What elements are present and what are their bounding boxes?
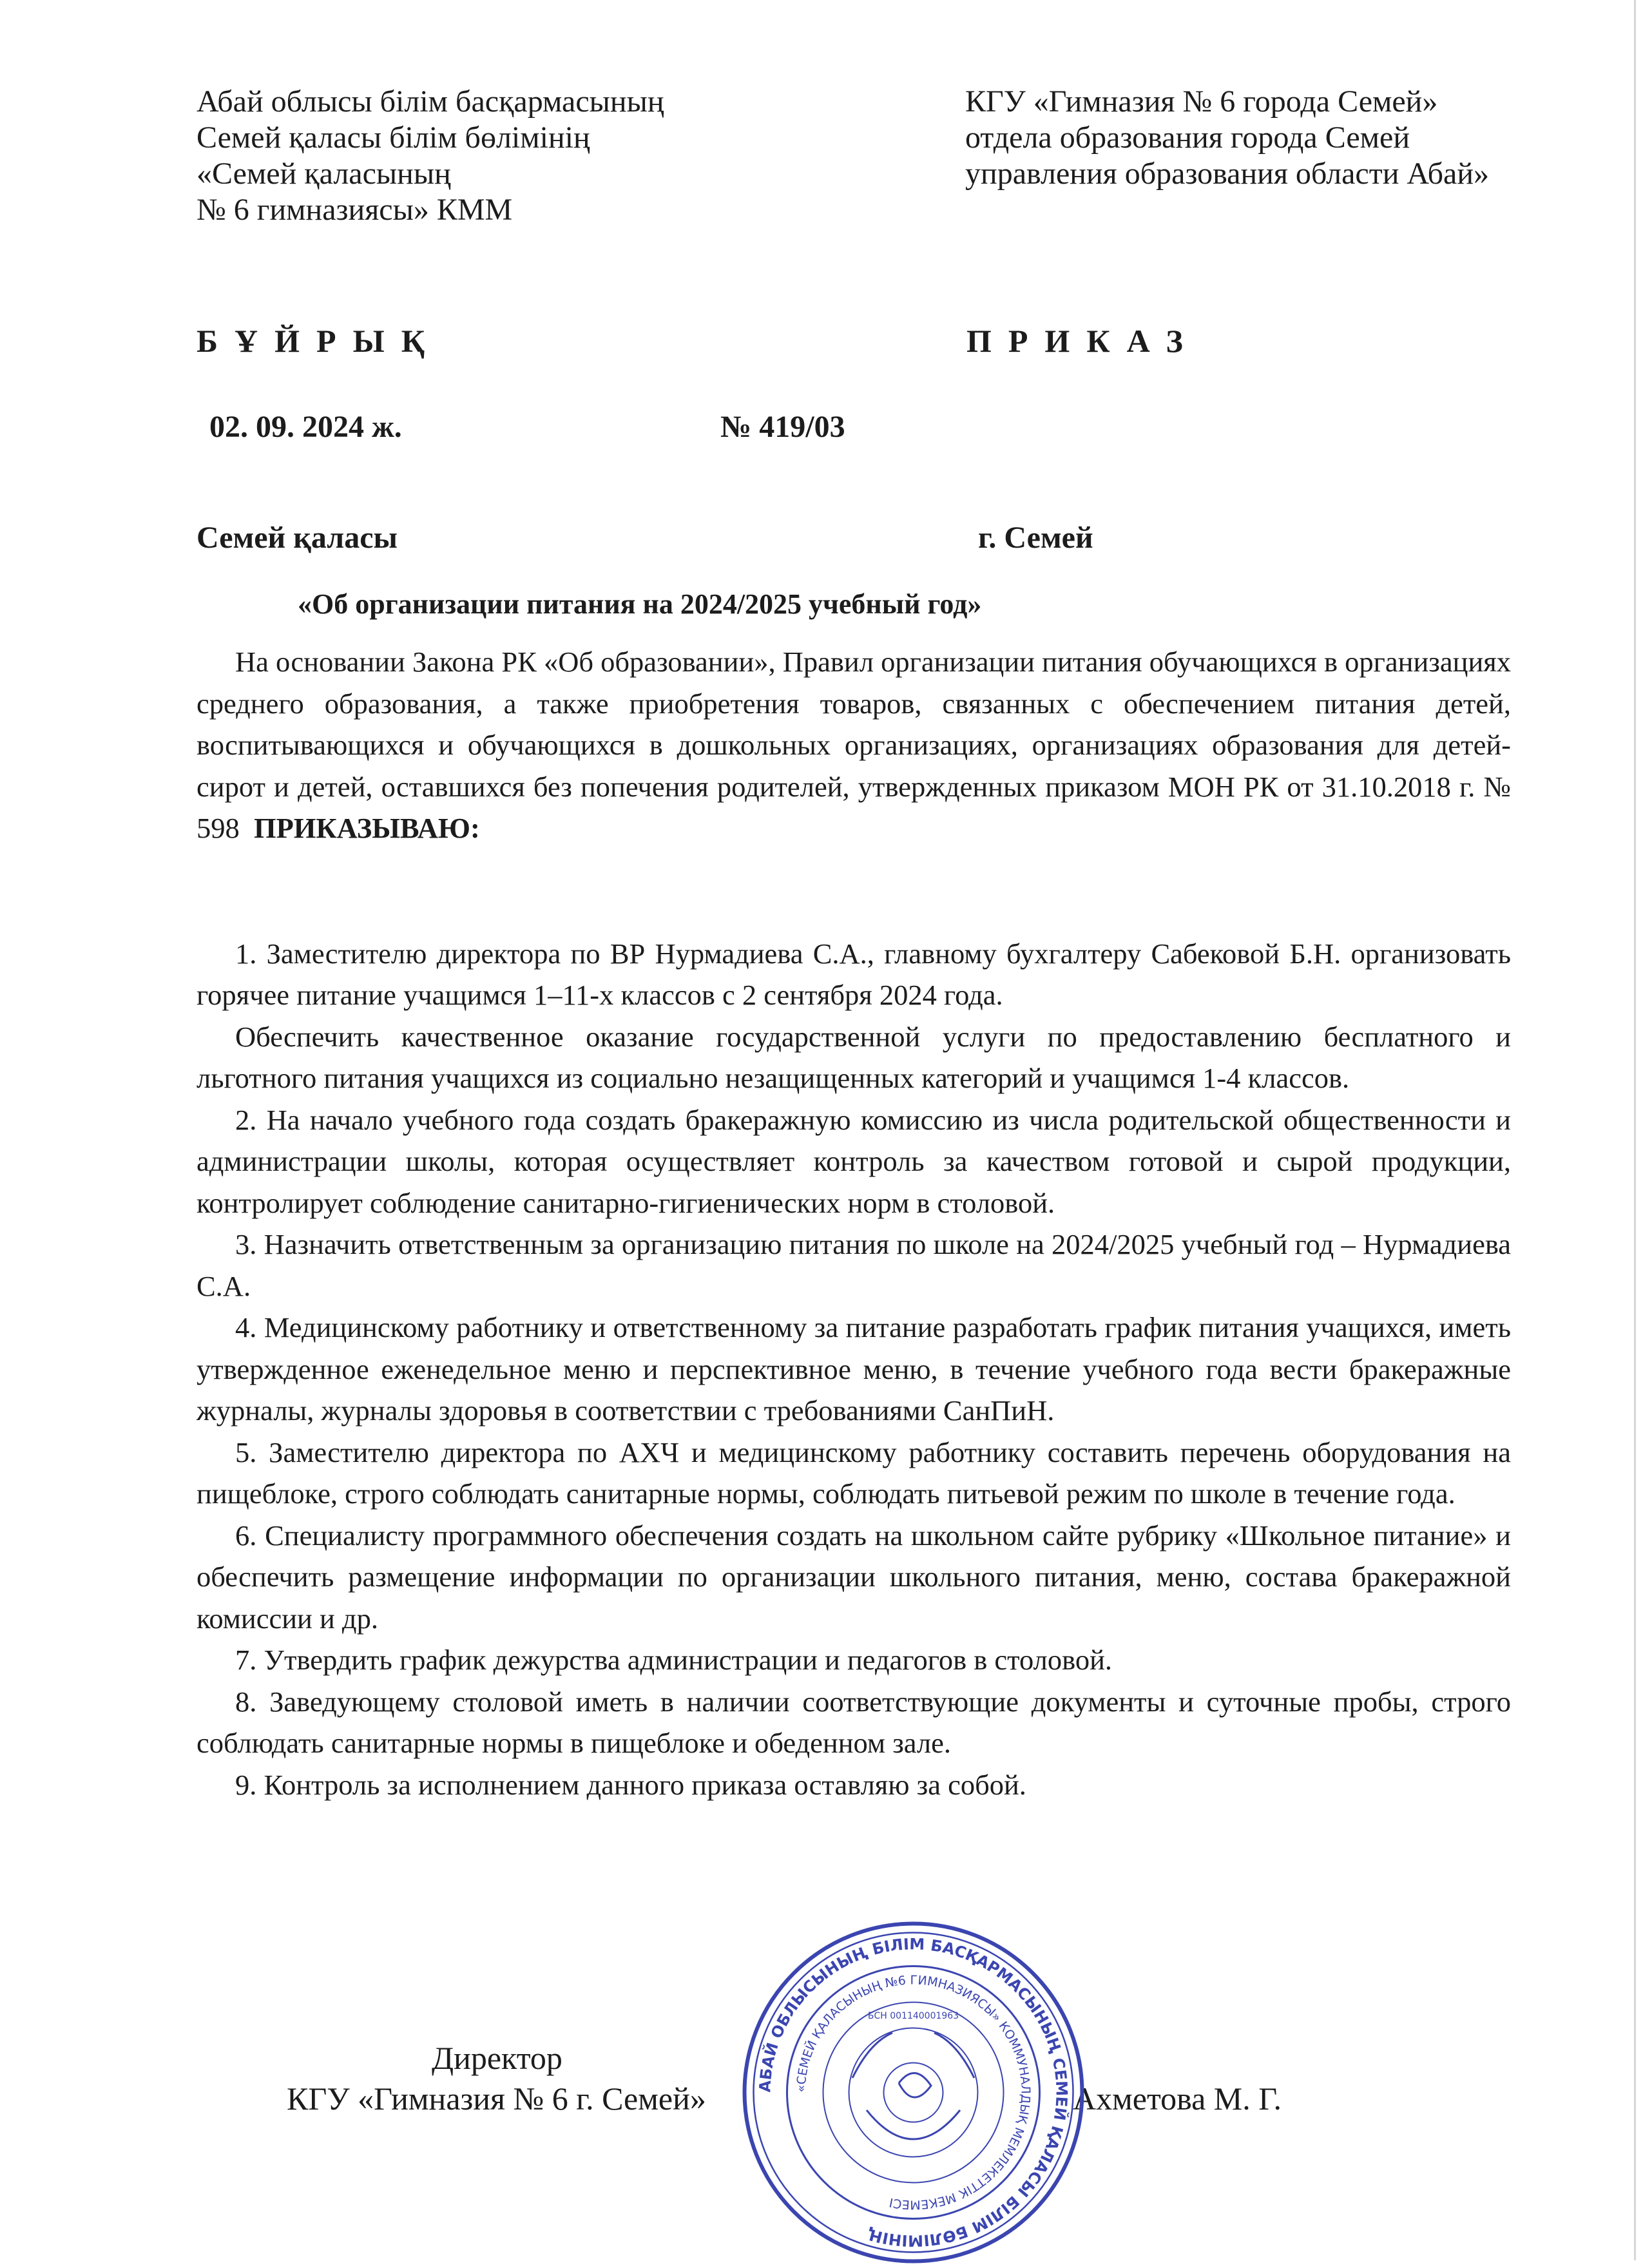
order-item: 5. Заместителю директора по АХЧ и медицинскому работнику составить перечень оборудования на пищеблоке, строго соблюдать санитарные нормы, соблюдать питьевой режим по школе в течение года. xyxy=(197,1436,1511,1510)
seal-inner-text: «СЕМЕЙ ҚАЛАСЫНЫҢ №6 ГИМНАЗИЯСЫ» КОММУНАЛДЫҚ МЕМЛЕКЕТТІК МЕКЕМЕСІ xyxy=(794,1973,1033,2212)
signature-role: Директор xyxy=(432,2040,562,2076)
header-russian xyxy=(965,84,1489,192)
order-body xyxy=(197,641,1511,1805)
header-kz-line: «Семей қаласының xyxy=(197,157,451,191)
header-kz-line: Семей қаласы білім бөлімінің xyxy=(197,120,590,155)
signature-organization: КГУ «Гимназия № 6 г. Семей» xyxy=(287,2081,706,2117)
order-item: 2. На начало учебного года создать бракеражную комиссию из числа родительской общественности и администрации школы, которая осуществляет контроль за качеством готовой и сырой продукции, контролирует соблюдение санитарно-гигиенических норм в столовой. xyxy=(197,1103,1511,1219)
order-item: Обеспечить качественное оказание государственной услуги по предоставлению бесплатного и льготного питания учащихся из социально незащищенных категорий и учащимся 1-4 классов. xyxy=(197,1020,1511,1094)
order-item: 4. Медицинскому работнику и ответственному за питание разработать график питания учащихся, иметь утвержденное еженедельное меню и перспективное меню, в течение учебного года вести бракеражные журналы, журналы здоровья в соответствии с требованиями СанПиН. xyxy=(197,1311,1511,1427)
document-title-ru: ПРИКАЗ xyxy=(966,323,1200,359)
seal-outer-text: АБАЙ ОБЛЫСЫНЫҢ БІЛІМ БАСҚАРМАСЫНЫҢ СЕМЕЙ ҚАЛАСЫ БІЛІМ БӨЛІМІНІҢ xyxy=(756,1935,1071,2250)
city-kz: Семей қаласы xyxy=(197,521,398,555)
order-item: 6. Специалисту программного обеспечения создать на школьном сайте рубрику «Школьное питание» и обеспечить размещение информации по организации школьного питания, меню, состава бракеражной комиссии и др. xyxy=(197,1519,1511,1635)
preamble-text: На основании Закона РК «Об образовании», Правил организации питания обучающихся в организациях среднего образования, а также приобретения товаров, связанных с обеспечением питания детей, воспитывающихся и обучающихся в дошкольных организациях, организациях образования для детей-сирот и детей, оставшихся без попечения родителей, утвержденных приказом МОН РК от 31.10.2018 г. № 598 xyxy=(197,646,1511,844)
order-word: ПРИКАЗЫВАЮ: xyxy=(254,812,480,844)
order-subject: «Об организации питания на 2024/2025 учебный год» xyxy=(298,588,982,620)
header-ru-line: управления образования области Абай» xyxy=(965,157,1490,191)
official-seal xyxy=(738,1917,1089,2268)
signature-name: Ахметова М. Г. xyxy=(1073,2081,1282,2117)
order-item: 1. Заместителю директора по ВР Нурмадиева С.А., главному бухгалтеру Сабековой Б.Н. организовать горячее питание учащимся 1–11-х классов с 2 сентября 2024 года. xyxy=(197,937,1511,1011)
document-title-kz: БҰЙРЫҚ xyxy=(197,323,441,359)
header-kz-line: № 6 гимназиясы» КММ xyxy=(197,193,513,227)
order-number: № 419/03 xyxy=(720,410,845,444)
order-item: 9. Контроль за исполнением данного приказа оставляю за собой. xyxy=(235,1768,1026,1801)
city-ru: г. Семей xyxy=(978,521,1093,555)
order-date: 02. 09. 2024 ж. xyxy=(209,410,402,444)
scan-edge-line xyxy=(1634,0,1636,2260)
header-kazakh xyxy=(197,84,664,228)
header-ru-line: КГУ «Гимназия № 6 города Семей» xyxy=(965,84,1438,119)
order-item: 8. Заведующему столовой иметь в наличии соответствующие документы и суточные пробы, строго соблюдать санитарные нормы в пищеблоке и обеденном зале. xyxy=(197,1685,1511,1759)
preamble-paragraph xyxy=(197,641,1511,849)
header-ru-line: отдела образования города Семей xyxy=(965,120,1410,155)
order-item: 7. Утвердить график дежурства администрации и педагогов в столовой. xyxy=(235,1644,1113,1676)
order-item: 3. Назначить ответственным за организацию питания по школе на 2024/2025 учебный год – Нурмадиева С.А. xyxy=(197,1228,1511,1302)
header-kz-line: Абай облысы білім басқармасының xyxy=(197,84,664,119)
seal-bin: БСН 001140001963 xyxy=(867,2011,959,2021)
